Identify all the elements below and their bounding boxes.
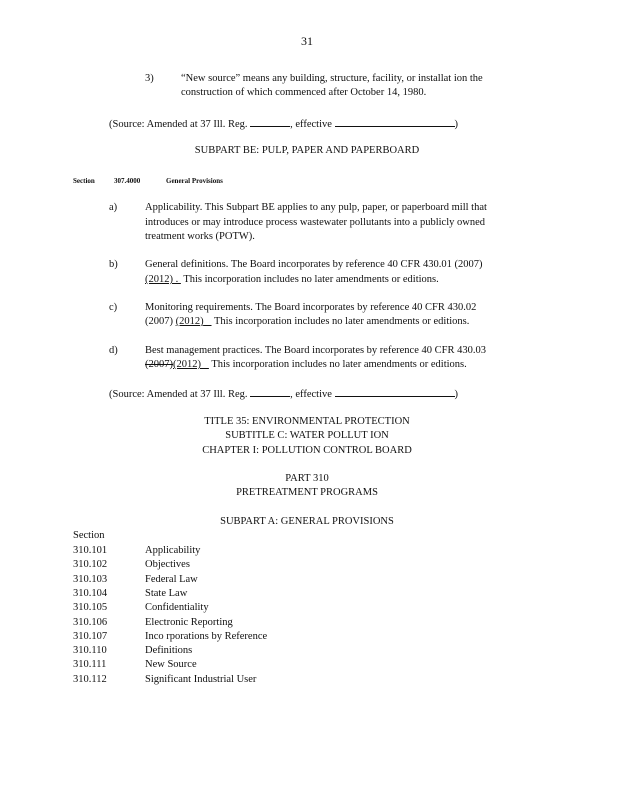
section-title: General Provisions: [166, 177, 223, 185]
inserted-year: (2012): [145, 274, 173, 285]
section-number: 310.106: [73, 616, 108, 628]
section-list-item: [73, 644, 192, 658]
deleted-year: (2007): [145, 359, 173, 370]
reg-blank: [250, 387, 290, 397]
item-b-line1: General definitions. The Board incorporates by reference 40 CFR 430.01 (2007): [145, 259, 483, 270]
section-list-item: [73, 601, 209, 615]
section-title: Objectives: [145, 559, 190, 571]
section-list-item: [73, 558, 190, 572]
item-d-line2: [145, 358, 467, 373]
item-3-line2: construction of which commenced after October 14, 1980.: [181, 87, 427, 98]
section-number: 307.4000: [114, 177, 141, 185]
item-a-marker: a): [109, 202, 118, 213]
item-d-line2-rest: This incorporation includes no later amendments or editions.: [211, 359, 467, 370]
section-title: State Law: [145, 587, 188, 599]
effective-blank: [335, 387, 455, 397]
section-title: Significant Industrial User: [145, 673, 257, 685]
chapter-heading: CHAPTER I: POLLUTION CONTROL BOARD: [202, 445, 412, 456]
section-number: 310.110: [73, 645, 107, 657]
section-title: New Source: [145, 659, 197, 671]
section-number: 310.101: [73, 545, 108, 556]
item-c-line2-rest: This incorporation includes no later amendments or editions.: [213, 316, 470, 327]
item-c-marker: c): [109, 302, 118, 313]
inserted-year: (2012): [173, 359, 201, 370]
item-c-line2: [145, 315, 469, 330]
reg-blank: [250, 117, 290, 127]
part-name: PRETREATMENT PROGRAMS: [236, 487, 378, 498]
source-suffix: ): [454, 119, 459, 130]
item-c-year: (2007): [145, 316, 173, 327]
item-d-line1: Best management practices. The Board incorporates by reference 40 CFR 430.03: [145, 345, 486, 356]
section-title: Confidentiality: [145, 602, 209, 614]
page-number: 31: [301, 34, 313, 48]
source-mid: , effective: [290, 119, 332, 130]
source-mid: , effective: [290, 389, 332, 400]
source-prefix: (Source: Amended at 37 Ill. Reg.: [109, 119, 248, 130]
item-c-line1: Monitoring requirements. The Board incorporates by reference 40 CFR 430.02: [145, 302, 477, 313]
subpart-a-heading: SUBPART A: GENERAL PROVISIONS: [220, 516, 394, 527]
section-title: Inco rporations by Reference: [145, 630, 268, 642]
section-title: Definitions: [145, 645, 193, 657]
section-title: Applicability: [145, 545, 201, 556]
effective-blank: [335, 117, 455, 127]
section-number: 310.107: [73, 630, 108, 642]
inserted-year: (2012): [175, 316, 204, 327]
item-b-line2-rest: This incorporation includes no later amendments or editions.: [183, 274, 439, 285]
title-heading: TITLE 35: ENVIRONMENTAL PROTECTION: [204, 416, 410, 427]
section-list-item: [73, 616, 233, 630]
section-list-item: [73, 544, 200, 558]
toc-header: Section: [73, 530, 105, 541]
source-note-2: [109, 387, 458, 403]
item-b-line2: (2012) . This incorporation includes no later amendments or editions.: [145, 274, 439, 285]
item-3-marker: 3): [145, 73, 154, 84]
section-number: 310.105: [73, 602, 108, 614]
part-heading: PART 310: [285, 473, 329, 484]
item-3-line1: “New source” means any building, structure, facility, or installat ion the: [181, 73, 483, 84]
section-number: 310.103: [73, 573, 108, 585]
item-a-line2: introduces or may introduce process wastewater pollutants into a publicly owned: [145, 217, 485, 228]
section-number: 310.112: [73, 673, 107, 685]
section-number: 310.104: [73, 587, 108, 599]
section-title: Federal Law: [145, 573, 198, 585]
item-b-marker: b): [109, 259, 118, 270]
section-list-item: [73, 630, 267, 644]
item-a-line3: treatment works (POTW).: [145, 231, 255, 242]
source-prefix: (Source: Amended at 37 Ill. Reg.: [109, 389, 248, 400]
section-number: 310.102: [73, 559, 108, 571]
section-label: Section: [73, 177, 95, 185]
source-note-1: [109, 117, 458, 133]
item-d-marker: d): [109, 345, 118, 356]
section-list-item: [73, 658, 197, 672]
section-title: Electronic Reporting: [145, 616, 233, 628]
subpart-be-heading: SUBPART BE: PULP, PAPER AND PAPERBOARD: [194, 145, 420, 156]
section-list-item: [73, 587, 187, 601]
subtitle-heading: SUBTITLE C: WATER POLLUT ION: [225, 430, 389, 441]
section-number: 310.111: [73, 659, 107, 671]
section-list-item: [73, 673, 256, 687]
item-a-line1: Applicability. This Subpart BE applies to any pulp, paper, or paperboard mill that: [145, 202, 487, 213]
source-suffix: ): [454, 389, 459, 400]
section-list-item: [73, 573, 198, 587]
